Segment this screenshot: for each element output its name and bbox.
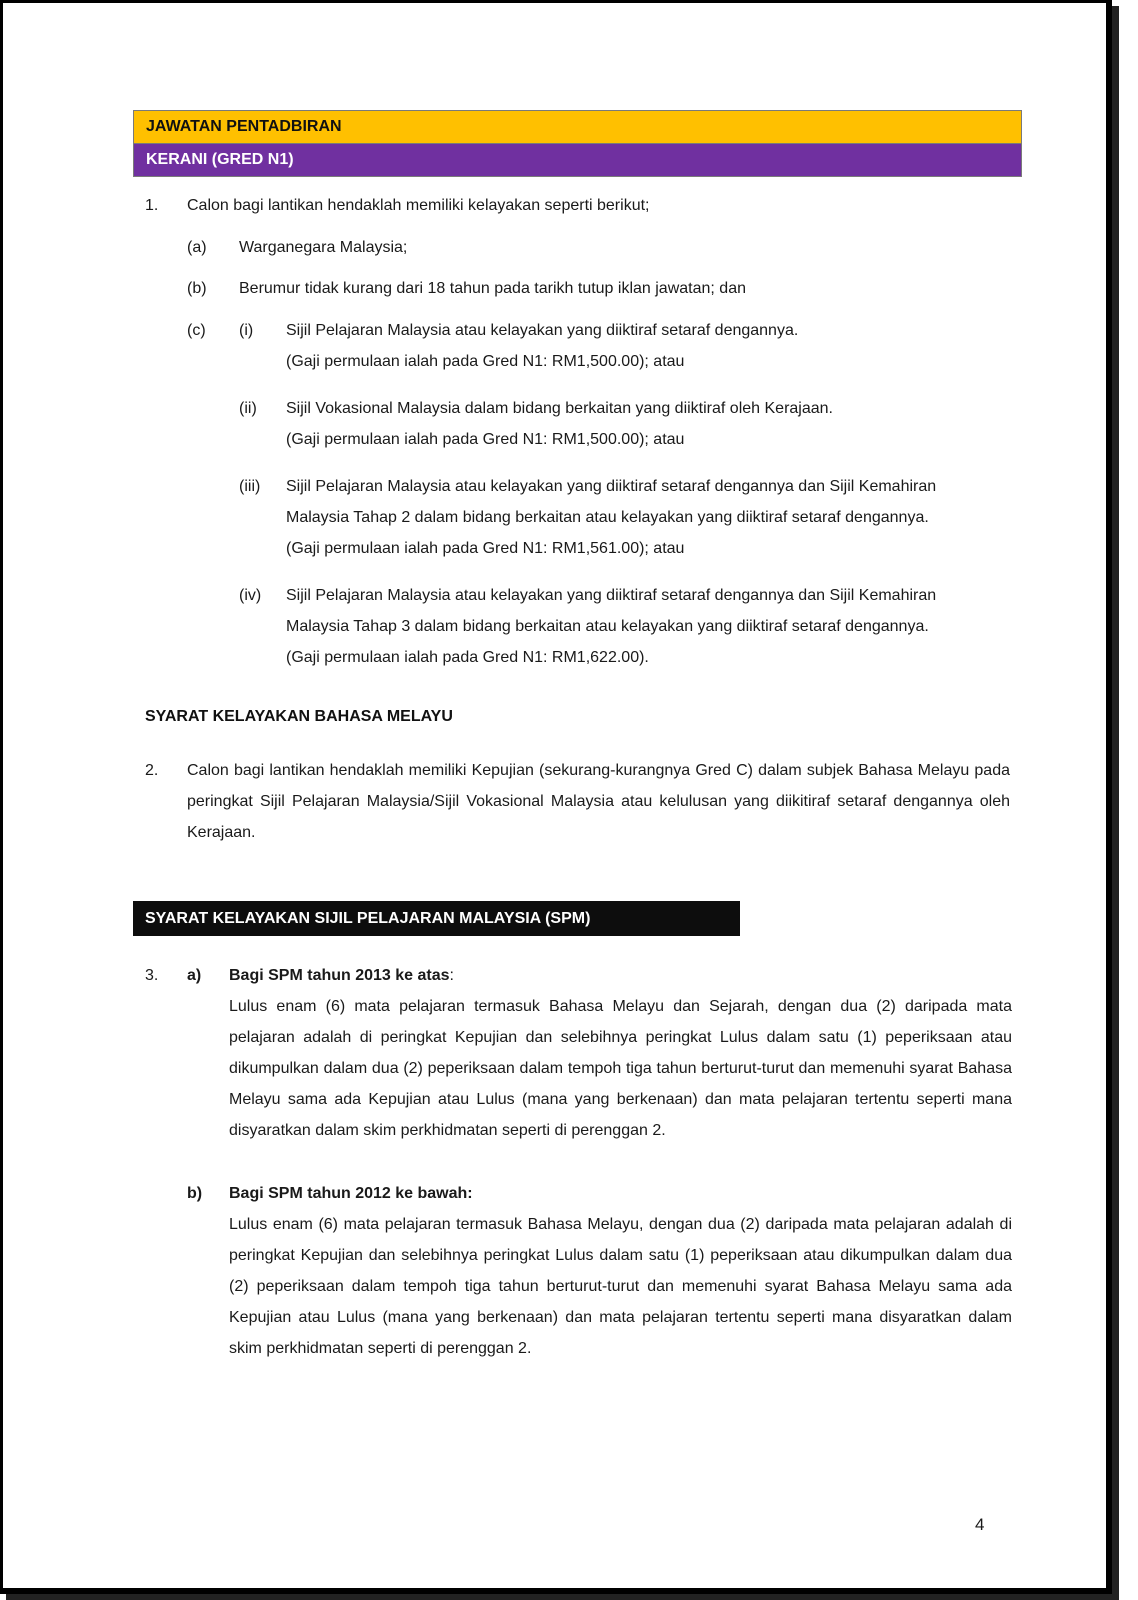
item3b-text: Lulus enam (6) mata pelajaran termasuk Bahasa Melayu, dengan dua (2) daripada mata pelajaran adalah di peringkat Kepujian dan selebihnya peringkat Lulus dalam satu (1) peperiksaan atau dikumpulkan dalam dua (2) peperiksaan dalam tempoh tiga tahun berturut-turut dan memenuhi syarat Bahasa Melayu sama ada Kepujian atau Lulus (mana yang berkenaan) dan mata pelajaran tertentu seperti mana disyaratkan dalam skim perkhidmatan seperti di perenggan 2. [229,1216,1012,1357]
item1b-label: (b) [187,280,207,297]
item3a-title-line [229,960,454,991]
item1-number: 1. [145,197,159,214]
item3a-title-suffix: : [449,967,454,984]
item1c-ii-line1: Sijil Vokasional Malaysia dalam bidang berkaitan yang diiktiraf oleh Kerajaan. [286,400,833,417]
page-shadow-right [1112,6,1119,1600]
section-header: JAWATAN PENTADBIRAN [133,110,1022,144]
item2-text: Calon bagi lantikan hendaklah memiliki Kepujian (sekurang-kurangnya Gred C) dalam subjek Bahasa Melayu pada peringkat Sijil Pelajaran Malaysia/Sijil Vokasional Malaysia atau kelulusan yang diikitiraf setaraf dengannya oleh Kerajaan. [187,762,1010,841]
item3a-title: Bagi SPM tahun 2013 ke atas [229,967,450,984]
position-title: KERANI (GRED N1) [133,143,1022,177]
item3b-title: Bagi SPM tahun 2012 ke bawah: [229,1185,473,1202]
item1c-i-label: (i) [239,322,254,339]
page-shadow-bottom [6,1594,1119,1600]
item1c-iii-line3: (Gaji permulaan ialah pada Gred N1: RM1,561.00); atau [286,540,685,557]
item1a-label: (a) [187,239,207,256]
item1c-iii-line2: Malaysia Tahap 2 dalam bidang berkaitan atau kelayakan yang diiktiraf setaraf dengannya. [286,509,929,526]
item1c-label: (c) [187,322,206,339]
bm-heading: SYARAT KELAYAKAN BAHASA MELAYU [145,708,453,725]
page-number: 4 [975,1515,985,1534]
item2-number: 2. [145,762,159,779]
item1c-iii-label: (iii) [239,478,261,495]
item1c-i-line2: (Gaji permulaan ialah pada Gred N1: RM1,500.00); atau [286,353,685,370]
item3a-label: a) [187,967,202,984]
item1-intro: Calon bagi lantikan hendaklah memiliki kelayakan seperti berikut; [187,197,650,214]
item1c-iv-line1: Sijil Pelajaran Malaysia atau kelayakan yang diiktiraf setaraf dengannya dan Sijil Kemahiran [286,587,937,604]
item1c-iii-line1: Sijil Pelajaran Malaysia atau kelayakan yang diiktiraf setaraf dengannya dan Sijil Kemahiran [286,478,937,495]
item3b-label: b) [187,1185,203,1202]
item1c-iv-line2: Malaysia Tahap 3 dalam bidang berkaitan atau kelayakan yang diiktiraf setaraf dengannya. [286,618,929,635]
item1c-ii-label: (ii) [239,400,257,417]
item3-number: 3. [145,967,159,984]
item3a-text: Lulus enam (6) mata pelajaran termasuk Bahasa Melayu dan Sejarah, dengan dua (2) daripada mata pelajaran adalah di peringkat Kepujian dan selebihnya peringkat Lulus dalam satu (1) peperiksaan atau dikumpulkan dalam dua (2) peperiksaan dalam tempoh tiga tahun berturut-turut dan memenuhi syarat Bahasa Melayu sama ada Kepujian atau Lulus (mana yang berkenaan) dan mata pelajaran tertentu seperti mana disyaratkan dalam skim perkhidmatan seperti di perenggan 2. [229,998,1012,1139]
item1c-iv-label: (iv) [239,587,262,604]
item1c-ii-line2: (Gaji permulaan ialah pada Gred N1: RM1,500.00); atau [286,431,685,448]
spm-heading: SYARAT KELAYAKAN SIJIL PELAJARAN MALAYSIA (SPM) [133,901,740,936]
item1c-iv-line3: (Gaji permulaan ialah pada Gred N1: RM1,622.00). [286,649,649,666]
item1c-i-line1: Sijil Pelajaran Malaysia atau kelayakan yang diiktiraf setaraf dengannya. [286,322,799,339]
item1a-text: Warganegara Malaysia; [239,239,408,256]
item1b-text: Berumur tidak kurang dari 18 tahun pada tarikh tutup iklan jawatan; dan [239,280,746,297]
